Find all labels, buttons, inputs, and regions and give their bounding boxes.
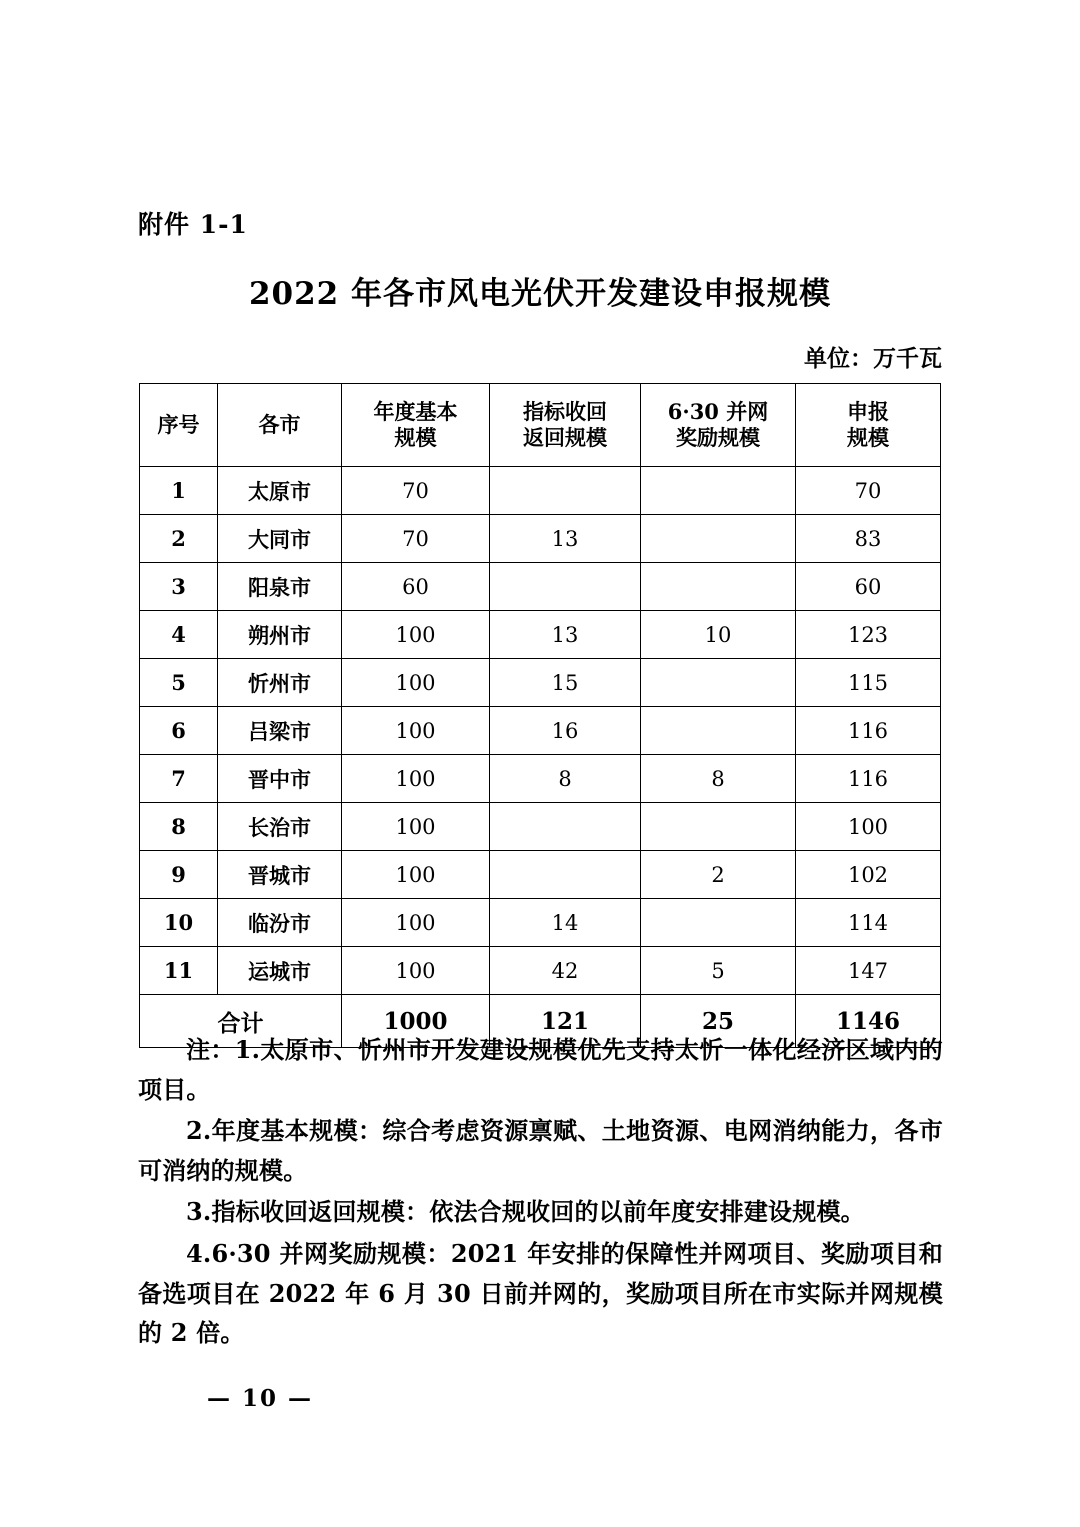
column-header-bonus-scale-line2: 奖励规模 bbox=[676, 425, 760, 450]
cell-basic: 100 bbox=[342, 611, 490, 659]
cell-city: 临汾市 bbox=[218, 899, 342, 947]
cell-recovered: 42 bbox=[490, 947, 641, 995]
cell-basic: 100 bbox=[342, 851, 490, 899]
column-header-city bbox=[218, 384, 342, 467]
table-row bbox=[140, 515, 941, 563]
cell-total-recovered: 121 bbox=[490, 995, 641, 1048]
cell-basic: 60 bbox=[342, 563, 490, 611]
column-header-declared-scale-line2: 规模 bbox=[847, 425, 889, 450]
note-item: 2.年度基本规模：综合考虑资源禀赋、土地资源、电网消纳能力，各市可消纳的规模。 bbox=[138, 1116, 943, 1185]
cell-bonus bbox=[641, 803, 796, 851]
column-header-city-line1: 各市 bbox=[258, 411, 301, 437]
cell-declared: 83 bbox=[796, 515, 941, 563]
table-row bbox=[140, 611, 941, 659]
cell-index: 4 bbox=[140, 611, 218, 659]
cell-declared: 116 bbox=[796, 755, 941, 803]
cell-declared: 100 bbox=[796, 803, 941, 851]
cell-recovered bbox=[490, 563, 641, 611]
cell-bonus bbox=[641, 899, 796, 947]
cell-recovered: 8 bbox=[490, 755, 641, 803]
cell-city: 晋城市 bbox=[218, 851, 342, 899]
column-header-recovered-scale-line2: 返回规模 bbox=[523, 425, 607, 450]
cell-bonus bbox=[641, 515, 796, 563]
table-row bbox=[140, 947, 941, 995]
cell-bonus: 10 bbox=[641, 611, 796, 659]
cell-index: 8 bbox=[140, 803, 218, 851]
cell-index: 3 bbox=[140, 563, 218, 611]
cell-basic: 70 bbox=[342, 467, 490, 515]
unit-label: 单位：万千瓦 bbox=[804, 345, 942, 372]
table-row bbox=[140, 707, 941, 755]
cell-city: 阳泉市 bbox=[218, 563, 342, 611]
cell-recovered: 15 bbox=[490, 659, 641, 707]
cell-index: 2 bbox=[140, 515, 218, 563]
cell-basic: 100 bbox=[342, 947, 490, 995]
cell-total-label: 合计 bbox=[140, 995, 342, 1048]
table-body bbox=[140, 467, 941, 1048]
cell-declared: 70 bbox=[796, 467, 941, 515]
note-item: 3.指标收回返回规模：依法合规收回的以前年度安排建设规模。 bbox=[186, 1197, 865, 1227]
cell-index: 7 bbox=[140, 755, 218, 803]
column-header-bonus-scale-line1: 6·30 并网 bbox=[667, 398, 769, 424]
column-header-basic-scale bbox=[342, 384, 490, 467]
cell-total-declared: 1146 bbox=[796, 995, 941, 1048]
cell-bonus: 8 bbox=[641, 755, 796, 803]
table-header bbox=[140, 384, 941, 467]
cell-basic: 100 bbox=[342, 899, 490, 947]
column-header-recovered-scale bbox=[490, 384, 641, 467]
cell-bonus bbox=[641, 467, 796, 515]
table-row bbox=[140, 755, 941, 803]
cell-declared: 123 bbox=[796, 611, 941, 659]
cell-recovered bbox=[490, 467, 641, 515]
page-number-text: — 10 — bbox=[206, 1385, 314, 1412]
cell-city: 晋中市 bbox=[218, 755, 342, 803]
notes-section bbox=[138, 1030, 943, 1355]
cell-city: 长治市 bbox=[218, 803, 342, 851]
cell-declared: 114 bbox=[796, 899, 941, 947]
column-header-basic-scale-line2: 规模 bbox=[394, 425, 437, 450]
cell-basic: 100 bbox=[342, 659, 490, 707]
cell-declared: 116 bbox=[796, 707, 941, 755]
page-title: 2022 年各市风电光伏开发建设申报规模 bbox=[248, 276, 832, 312]
note-item: 4.6·30 并网奖励规模：2021 年安排的保障性并网项目、奖励项目和备选项目在 2022 年 6 月 30 日前并网的，奖励项目所在市实际并网规模的 2 倍。 bbox=[138, 1238, 943, 1348]
cell-recovered: 13 bbox=[490, 515, 641, 563]
column-header-bonus-scale bbox=[641, 384, 796, 467]
cell-basic: 100 bbox=[342, 707, 490, 755]
cell-city: 运城市 bbox=[218, 947, 342, 995]
cell-city: 忻州市 bbox=[218, 659, 342, 707]
cell-bonus bbox=[641, 563, 796, 611]
cell-recovered: 14 bbox=[490, 899, 641, 947]
cell-index: 6 bbox=[140, 707, 218, 755]
cell-bonus bbox=[641, 659, 796, 707]
table-header-row bbox=[140, 384, 941, 467]
cell-bonus: 2 bbox=[641, 851, 796, 899]
note-item: 注：1.太原市、忻州市开发建设规模优先支持太忻一体化经济区域内的项目。 bbox=[138, 1035, 943, 1104]
table-row bbox=[140, 803, 941, 851]
cell-index: 9 bbox=[140, 851, 218, 899]
cell-declared: 102 bbox=[796, 851, 941, 899]
cell-total-bonus: 25 bbox=[641, 995, 796, 1048]
table-row bbox=[140, 899, 941, 947]
page-number bbox=[0, 1385, 1080, 1412]
column-header-declared-scale bbox=[796, 384, 941, 467]
cell-declared: 115 bbox=[796, 659, 941, 707]
table-row bbox=[140, 467, 941, 515]
cell-basic: 70 bbox=[342, 515, 490, 563]
column-header-index-line1: 序号 bbox=[157, 411, 200, 437]
cell-bonus: 5 bbox=[641, 947, 796, 995]
column-header-recovered-scale-line1: 指标收回 bbox=[523, 398, 607, 424]
cell-city: 太原市 bbox=[218, 467, 342, 515]
cell-city: 朔州市 bbox=[218, 611, 342, 659]
table-row bbox=[140, 851, 941, 899]
column-header-index bbox=[140, 384, 218, 467]
column-header-declared-scale-line1: 申报 bbox=[847, 398, 889, 424]
cell-recovered bbox=[490, 851, 641, 899]
table-row bbox=[140, 659, 941, 707]
column-header-basic-scale-line1: 年度基本 bbox=[373, 398, 458, 424]
declaration-scale-table bbox=[139, 383, 941, 1048]
cell-bonus bbox=[641, 707, 796, 755]
table-row bbox=[140, 563, 941, 611]
cell-city: 吕梁市 bbox=[218, 707, 342, 755]
cell-index: 11 bbox=[140, 947, 218, 995]
cell-recovered bbox=[490, 803, 641, 851]
cell-city: 大同市 bbox=[218, 515, 342, 563]
cell-declared: 147 bbox=[796, 947, 941, 995]
cell-index: 5 bbox=[140, 659, 218, 707]
cell-index: 1 bbox=[140, 467, 218, 515]
cell-recovered: 13 bbox=[490, 611, 641, 659]
attachment-label: 附件 1-1 bbox=[138, 210, 248, 239]
cell-index: 10 bbox=[140, 899, 218, 947]
cell-total-basic: 1000 bbox=[342, 995, 490, 1048]
cell-basic: 100 bbox=[342, 755, 490, 803]
cell-basic: 100 bbox=[342, 803, 490, 851]
cell-declared: 60 bbox=[796, 563, 941, 611]
cell-recovered: 16 bbox=[490, 707, 641, 755]
